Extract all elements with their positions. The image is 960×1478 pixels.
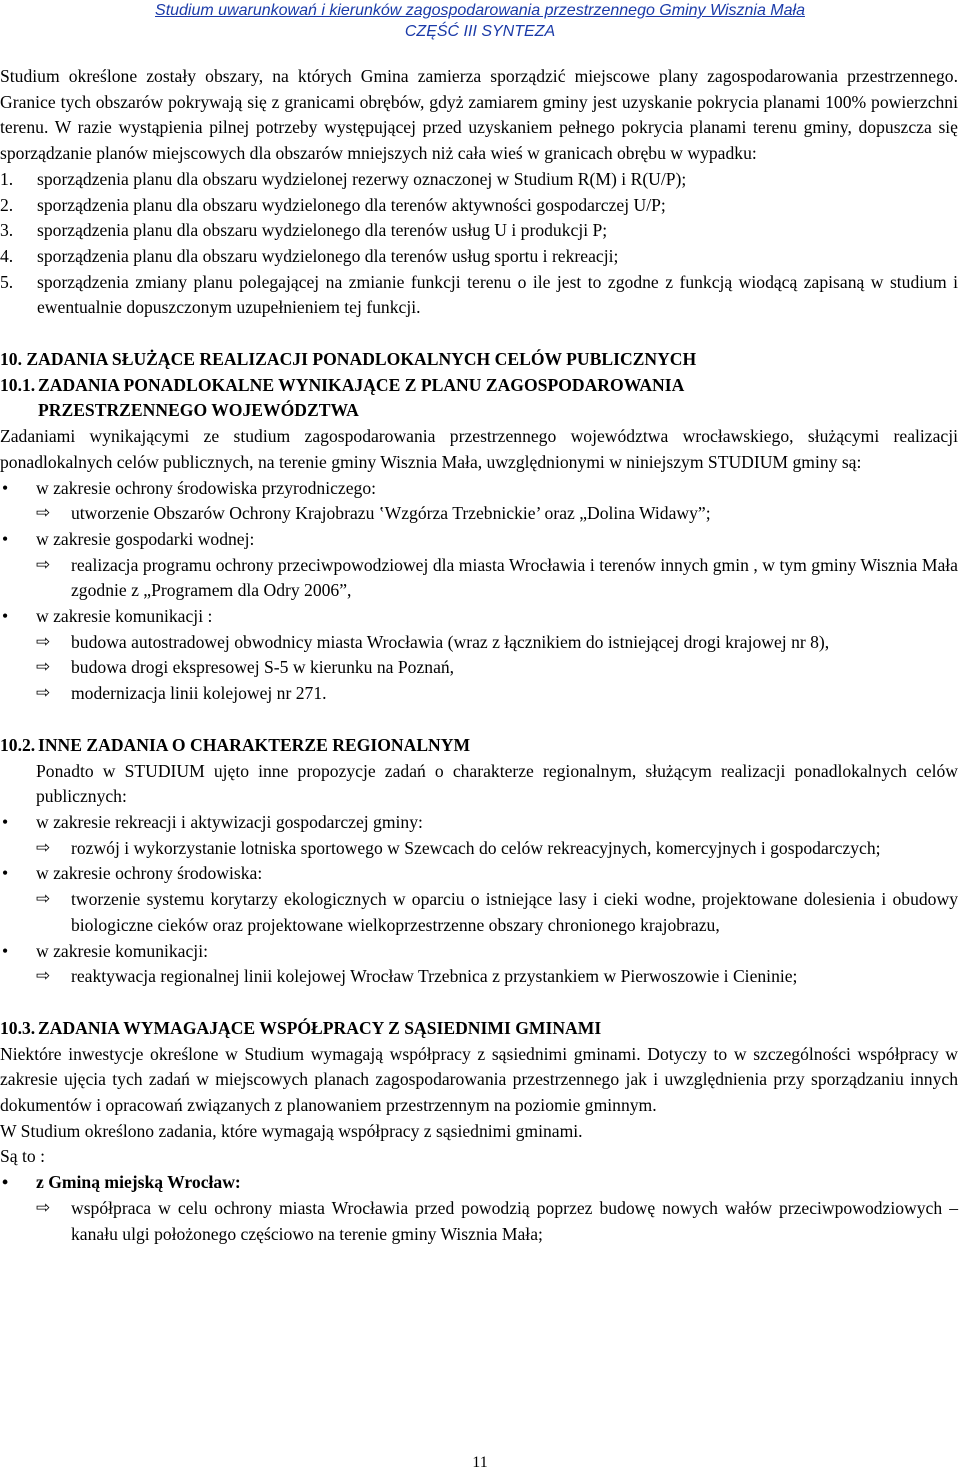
arrow-icon: ⇨ xyxy=(36,1197,51,1218)
arrow-icon: ⇨ xyxy=(36,554,51,575)
arrow-icon: ⇨ xyxy=(36,657,51,678)
numbered-list xyxy=(0,167,958,321)
arrow-item: ⇨ realizacja programu ochrony przeciwpowodziowej dla miasta Wrocławia i terenów innych gmin , w tym gminy Wisznia Mała zgodnie z „Programem dla Odry 2006”, xyxy=(36,554,958,601)
document-body xyxy=(0,64,958,1247)
header-part: CZĘŚĆ III SYNTEZA xyxy=(404,23,556,40)
bullet-icon: • xyxy=(2,606,9,627)
arrow-item: ⇨ budowa autostradowej obwodnicy miasta Wrocławia (wraz z łącznikiem do istniejącej drogi krajowej nr 8), xyxy=(0,630,958,656)
arrow-item: ⇨ rozwój i wykorzystanie lotniska sportowego w Szewcach do celów rekreacyjnych, komercyjnych i gospodarczych; xyxy=(0,836,958,862)
arrow-icon: ⇨ xyxy=(36,503,51,524)
bullet-item: • w zakresie ochrony środowiska przyrodniczego: xyxy=(0,476,958,502)
bullet-icon: • xyxy=(2,863,9,884)
section-10-1-paragraph: Zadaniami wynikającymi ze studium zagospodarowania przestrzennego województwa wrocławskiego, służącymi realizacji ponadlokalnych celów publicznych, na terenie gminy Wisznia Mała, uwzględnionymi w niniejszym STUDIUM gminy są: xyxy=(0,426,958,472)
arrow-icon: ⇨ xyxy=(36,966,51,987)
section-10-3-heading: 10.3. ZADANIA WYMAGAJĄCE WSPÓŁPRACY Z SĄSIEDNIMI GMINAMI xyxy=(0,1017,602,1038)
arrow-icon: ⇨ xyxy=(36,837,51,858)
list-item: 2. sporządzenia planu dla obszaru wydzielonego dla terenów aktywności gospodarczej U/P; xyxy=(0,194,666,215)
arrow-item: ⇨ reaktywacja regionalnej linii kolejowej Wrocław Trzebnica z przystankiem w Pierwoszowie i Cieninie; xyxy=(0,964,958,990)
arrow-icon: ⇨ xyxy=(36,889,51,910)
bullet-item: • w zakresie komunikacji: xyxy=(0,939,958,965)
intro-paragraph: Studium określone zostały obszary, na których Gmina zamierza sporządzić miejscowe plany zagospodarowania przestrzennego. Granice tych obszarów pokrywają się z granicami obrębów, gdyż zamiarem gminy jest uzyskanie pokrycia planami 100% powierzchni terenu. W razie wystąpienia pilnej potrzeby występującej przed uzyskaniem pełnego pokrycia planami terenu gminy, dopuszcza się sporządzanie planów miejscowych dla obszarów mniejszych niż cała wieś w granicach obrębu w wypadku: xyxy=(0,66,958,164)
arrow-icon: ⇨ xyxy=(36,683,51,704)
section-10-heading: 10. ZADANIA SŁUŻĄCE REALIZACJI PONADLOKALNYCH CELÓW PUBLICZNYCH xyxy=(0,349,697,370)
bullet-icon: • xyxy=(2,1172,9,1193)
arrow-item: ⇨ współpraca w celu ochrony miasta Wrocławia przed powodzią poprzez budowę nowych wałów przeciwpowodziowych – kanału ulgi położonego częściowo na terenie gminy Wisznia Mała; xyxy=(36,1197,958,1244)
list-item: 5. sporządzenia zmiany planu polegającej na zmianie funkcji terenu o ile jest to zgodne z funkcją wiodącą zapisaną w studium i ewentualnie dopuszczonym uzupełnieniem tej funkcji. xyxy=(0,271,958,318)
section-10-2-paragraph: Ponadto w STUDIUM ujęto inne propozycje zadań o charakterze regionalnym, służącym realizacji ponadlokalnych celów publicznych: xyxy=(36,760,958,807)
bullet-icon: • xyxy=(2,528,9,549)
section-10-2-heading: 10.2. INNE ZADANIA O CHARAKTERZE REGIONALNYM xyxy=(0,734,471,755)
list-item: 3. sporządzenia planu dla obszaru wydzielonego dla terenów usług U i produkcji P; xyxy=(0,220,608,241)
section-10-3-paragraph: Są to : xyxy=(0,1146,45,1167)
section-10-3-paragraph: Niektóre inwestycje określone w Studium wymagają współpracy z sąsiednimi gminami. Dotyczy to w szczególności współpracy w zakresie ujęcia tych zadań w miejscowych planach zagospodarowania przestrzennego jak i uwzględnienia przy sporządzaniu innych dokumentów i opracowań związanych z planowaniem przestrzennym na poziomie gminnym. xyxy=(0,1043,958,1116)
bullet-item: • w zakresie rekreacji i aktywizacji gospodarczej gminy: xyxy=(0,810,958,836)
bullet-icon: • xyxy=(2,940,9,961)
list-item: 4. sporządzenia planu dla obszaru wydzielonego dla terenów usług sportu i rekreacji; xyxy=(0,245,619,266)
page-header xyxy=(0,0,960,42)
arrow-item: ⇨ utworzenie Obszarów Ochrony Krajobrazu ‛Wzgórza Trzebnickie’ oraz „Dolina Widawy”; xyxy=(0,501,958,527)
arrow-item: ⇨ tworzenie systemu korytarzy ekologicznych w oparciu o istniejące lasy i cieki wodne, projektowane dolesienia i obudowy biologiczne cieków oraz projektowane wielkoprzestrzenne obszary chronionego krajobrazu, xyxy=(36,889,958,935)
section-10-1-heading: 10.1. ZADANIA PONADLOKALNE WYNIKAJĄCE Z PLANU ZAGOSPODAROWANIA PRZESTRZENNEGO WOJEWÓDZTWA xyxy=(0,374,685,421)
bullet-item: • z Gminą miejską Wrocław: xyxy=(0,1170,958,1196)
arrow-icon: ⇨ xyxy=(36,631,51,652)
header-title: Studium uwarunkowań i kierunków zagospodarowania przestrzennego Gminy Wisznia Mała xyxy=(155,2,805,19)
bullet-icon: • xyxy=(2,811,9,832)
bullet-item: • w zakresie komunikacji : xyxy=(0,604,958,630)
bullet-item: • w zakresie ochrony środowiska: xyxy=(0,861,958,887)
bullet-item: • w zakresie gospodarki wodnej: xyxy=(0,527,958,553)
bullet-icon: • xyxy=(2,477,9,498)
list-item: 1. sporządzenia planu dla obszaru wydzielonej rezerwy oznaczonej w Studium R(M) i R(U/P); xyxy=(0,168,687,189)
arrow-item: ⇨ modernizacja linii kolejowej nr 271. xyxy=(0,681,958,707)
page-number: 11 xyxy=(472,1454,488,1471)
arrow-item: ⇨ budowa drogi ekspresowej S-5 w kierunku na Poznań, xyxy=(0,655,958,681)
section-10-3-paragraph: W Studium określono zadania, które wymagają współpracy z sąsiednimi gminami. xyxy=(0,1120,583,1141)
